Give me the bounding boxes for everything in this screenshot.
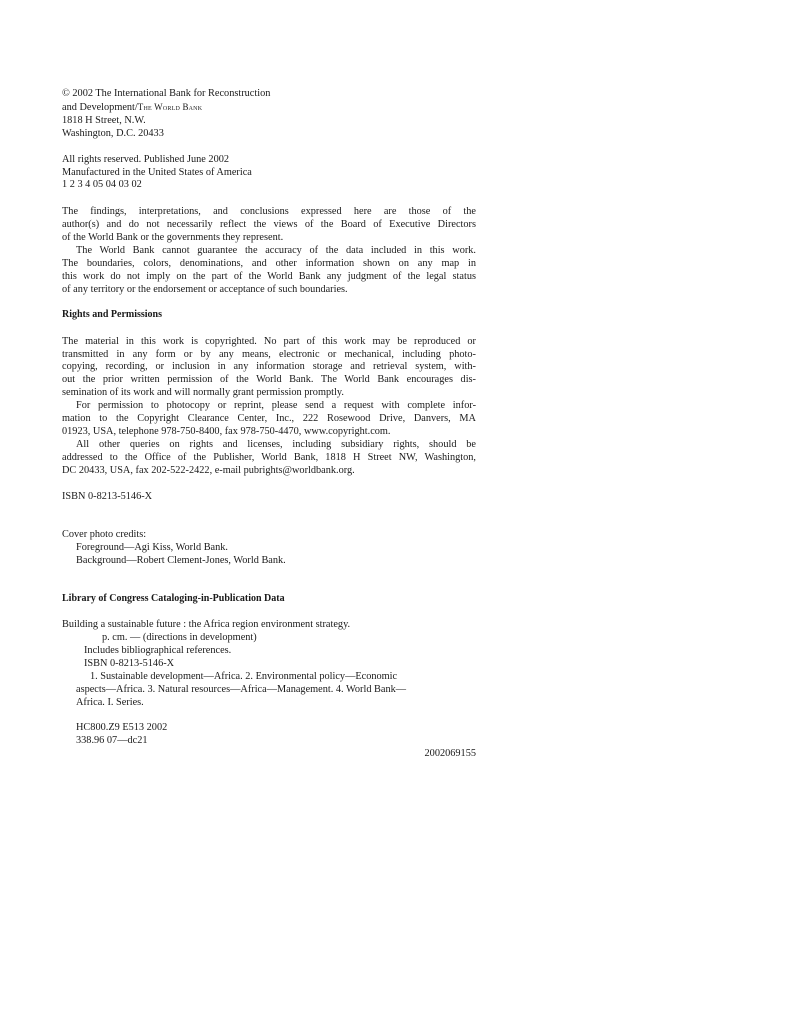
permissions-line: addressed to the Office of the Publisher, World Bank, 1818 H Street NW, Washington,	[62, 451, 476, 463]
disclaimer-line: this work do not imply on the part of the World Bank any judgment of the legal status	[62, 270, 476, 282]
publisher-name-prefix: and Development/	[62, 101, 138, 113]
permissions-line: copying, recording, or inclusion in any information storage and retrieval system, with-	[62, 361, 476, 373]
cover-credits-block	[62, 529, 476, 568]
permissions-line: DC 20433, USA, fax 202-522-2422, e-mail pubrights@worldbank.org.	[62, 464, 355, 476]
cip-subjects-line: aspects—Africa. 3. Natural resources—Africa—Management. 4. World Bank—	[76, 683, 407, 695]
publisher-name-smallcaps: The World Bank	[137, 101, 203, 112]
cover-credit-background: Background—Robert Clement-Jones, World Bank.	[76, 555, 286, 567]
cip-isbn-line: ISBN 0-8213-5146-X	[84, 657, 175, 669]
permissions-line: semination of its work and will normally grant permission promptly.	[62, 387, 344, 399]
cip-lccn: 2002069155	[424, 748, 476, 760]
permissions-line: For permission to photocopy or reprint, please send a request with complete infor-	[76, 400, 476, 412]
disclaimer-block	[62, 206, 476, 296]
disclaimer-line: of any territory or the endorsement or acceptance of such boundaries.	[62, 283, 348, 295]
disclaimer-line: The boundaries, colors, denominations, and other information shown on any map in	[62, 257, 476, 269]
publisher-city: Washington, D.C. 20433	[62, 127, 164, 139]
cip-subjects-line: 1. Sustainable development—Africa. 2. Environmental policy—Economic	[90, 670, 398, 682]
cip-series-line: p. cm. — (directions in development)	[102, 632, 257, 643]
cip-dewey: 338.96 07—dc21	[76, 735, 148, 747]
permissions-line: All other queries on rights and licenses, including subsidiary rights, should be	[76, 438, 476, 450]
printing-line: 1 2 3 4 05 04 03 02	[62, 179, 142, 191]
publisher-block	[62, 88, 476, 141]
cip-subjects-line: Africa. I. Series.	[76, 696, 144, 708]
permissions-line: out the prior written permission of the World Bank. The World Bank encourages dis-	[62, 374, 476, 386]
copyright-page	[62, 88, 476, 761]
cover-credit-foreground: Foreground—Agi Kiss, World Bank.	[76, 542, 228, 554]
cip-call-number: HC800.Z9 E513 2002	[76, 722, 168, 734]
permissions-line: transmitted in any form or by any means, electronic or mechanical, including photo-	[62, 348, 476, 360]
cover-credits-title: Cover photo credits:	[62, 529, 147, 541]
publisher-name-line	[62, 101, 476, 115]
publisher-street: 1818 H Street, N.W.	[62, 114, 146, 126]
disclaimer-line: The World Bank cannot guarantee the accuracy of the data included in this work.	[76, 245, 476, 257]
disclaimer-line: author(s) and do not necessarily reflect the views of the Board of Executive Directors	[62, 219, 476, 231]
permissions-line: mation to the Copyright Clearance Center, Inc., 222 Rosewood Drive, Danvers, MA	[62, 413, 476, 425]
cip-title-line: Building a sustainable future : the Africa region environment strategy.	[62, 619, 351, 631]
manufactured-line: Manufactured in the United States of America	[62, 166, 252, 178]
copyright-line: © 2002 The International Bank for Reconstruction	[62, 88, 271, 99]
permissions-heading: Rights and Permissions	[62, 308, 163, 320]
disclaimer-line: of the World Bank or the governments they represent.	[62, 232, 284, 244]
permissions-block	[62, 309, 476, 478]
isbn-line: ISBN 0-8213-5146-X	[62, 490, 153, 502]
cip-biblio-line: Includes bibliographical references.	[84, 644, 232, 656]
permissions-line: 01923, USA, telephone 978-750-8400, fax 978-750-4470, www.copyright.com.	[62, 425, 391, 437]
cip-block	[62, 593, 476, 761]
disclaimer-line: The findings, interpretations, and conclusions expressed here are those of the	[62, 206, 476, 218]
rights-reserved-line: All rights reserved. Published June 2002	[62, 153, 230, 165]
cip-heading: Library of Congress Cataloging-in-Publication Data	[62, 593, 285, 605]
permissions-line: The material in this work is copyrighted. No part of this work may be reproduced or	[62, 335, 476, 347]
rights-reserved-block	[62, 154, 476, 193]
